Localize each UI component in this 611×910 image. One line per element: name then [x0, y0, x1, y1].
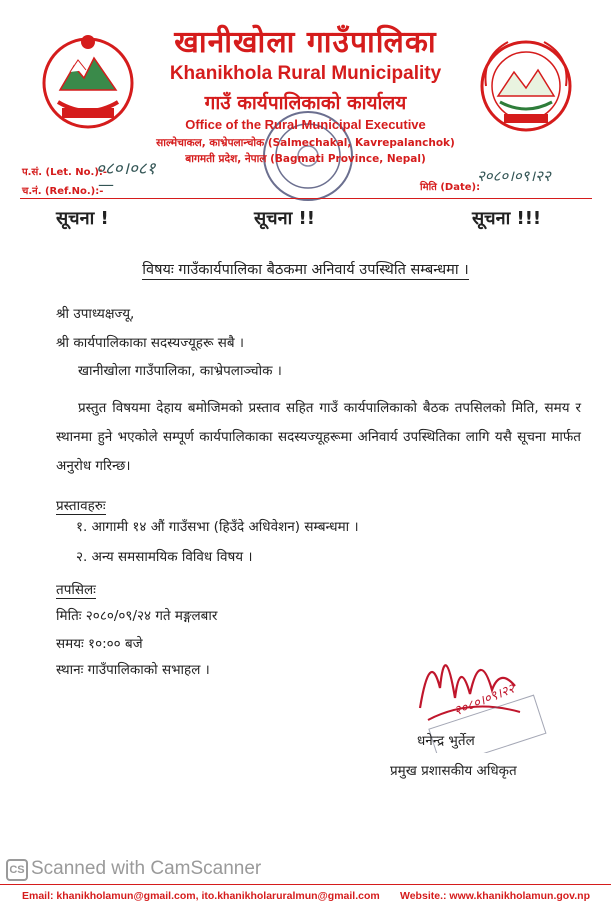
date-label: मिति (Date): — [420, 182, 481, 193]
subject-line — [0, 259, 611, 279]
meeting-venue: स्थानः गाउँपालिकाको सभाहल । — [56, 662, 210, 678]
proposal-item: १. आगामी १४ औं गाउँसभा (हिउँदे अधिवेशन) सम्बन्धमा । — [76, 519, 359, 535]
footer-website: Website.: www.khanikholamun.gov.np — [400, 890, 590, 902]
footer-email: Email: khanikholamun@gmail.com, ito.khanikholaruralmun@gmail.com — [22, 890, 380, 902]
ref-number-label: च.नं. (Ref.No.):- — [22, 186, 104, 197]
meeting-date: मितिः २०८०/०९/२४ गते मङ्गलबार — [56, 608, 218, 624]
office-name-english: Office of the Rural Municipal Executive — [185, 117, 426, 132]
notice-word-3: सूचना !!! — [472, 208, 542, 229]
signature-date: २०८०।०९।२२ — [452, 681, 517, 720]
camscanner-icon: CS — [6, 859, 28, 881]
camscanner-text: Scanned with CamScanner — [31, 858, 262, 879]
footer-divider — [0, 884, 611, 885]
municipality-name-nepali: खानीखोला गाउँपालिका — [174, 25, 437, 60]
body-paragraph: प्रस्तुत विषयमा देहाय बमोजिमको प्रस्ताव सहित गाउँ कार्यपालिकाको बैठक तपसिलको मिति, समय र स्थानमा हुने भएकोले सम्पूर्ण कार्यपालिकाका सदस्यज्यूहरूमा अनिवार्य उपस्थितिका लागि यसै सूचना मार्फत अनुरोध गरिन्छ। — [56, 400, 581, 474]
proposal-item: २. अन्य समसामयिक विविध विषय । — [76, 549, 253, 565]
ref-number-value: — — [98, 175, 114, 194]
recipient-line: खानीखोला गाउँपालिका, काभ्रेपलाञ्चोक । — [78, 363, 282, 379]
notice-word-2: सूचना !! — [254, 208, 315, 229]
proposals-heading: प्रस्तावहरुः — [56, 498, 106, 514]
subject-text: विषयः गाउँकार्यपालिका बैठकमा अनिवार्य उपस्थिति सम्बन्धमा । — [142, 262, 469, 278]
signatory-title: प्रमुख प्रशासकीय अधिकृत — [390, 763, 517, 779]
camscanner-watermark — [6, 858, 261, 881]
meeting-time: समयः १०:०० बजे — [56, 636, 143, 652]
recipient-line: श्री कार्यपालिकाका सदस्यज्यूहरू सबै । — [56, 335, 244, 351]
signatory-name: धनेन्द्र भुर्तेल — [417, 733, 475, 749]
address-line-1: साल्मेचाकल, काभ्रेपलान्चोक (Salmechakal, Kavrepalanchok) — [156, 137, 455, 149]
office-name-nepali: गाउँ कार्यपालिकाको कार्यालय — [204, 92, 407, 114]
header-divider — [20, 198, 592, 199]
notice-word-1: सूचना ! — [56, 208, 109, 229]
letter-number-label: प.सं. (Let. No.):- — [22, 167, 108, 178]
details-heading: तपसिलः — [56, 582, 96, 598]
date-value: २०८०।०९।२२ — [477, 167, 551, 185]
municipality-name-english: Khanikhola Rural Municipality — [169, 63, 442, 84]
recipient-line: श्री उपाध्यक्षज्यू, — [56, 306, 135, 322]
letter-number-value: ०८०।०८१ — [96, 159, 156, 179]
address-line-2: बागमती प्रदेश, नेपाल (Bagmati Province, Nepal) — [185, 153, 426, 165]
